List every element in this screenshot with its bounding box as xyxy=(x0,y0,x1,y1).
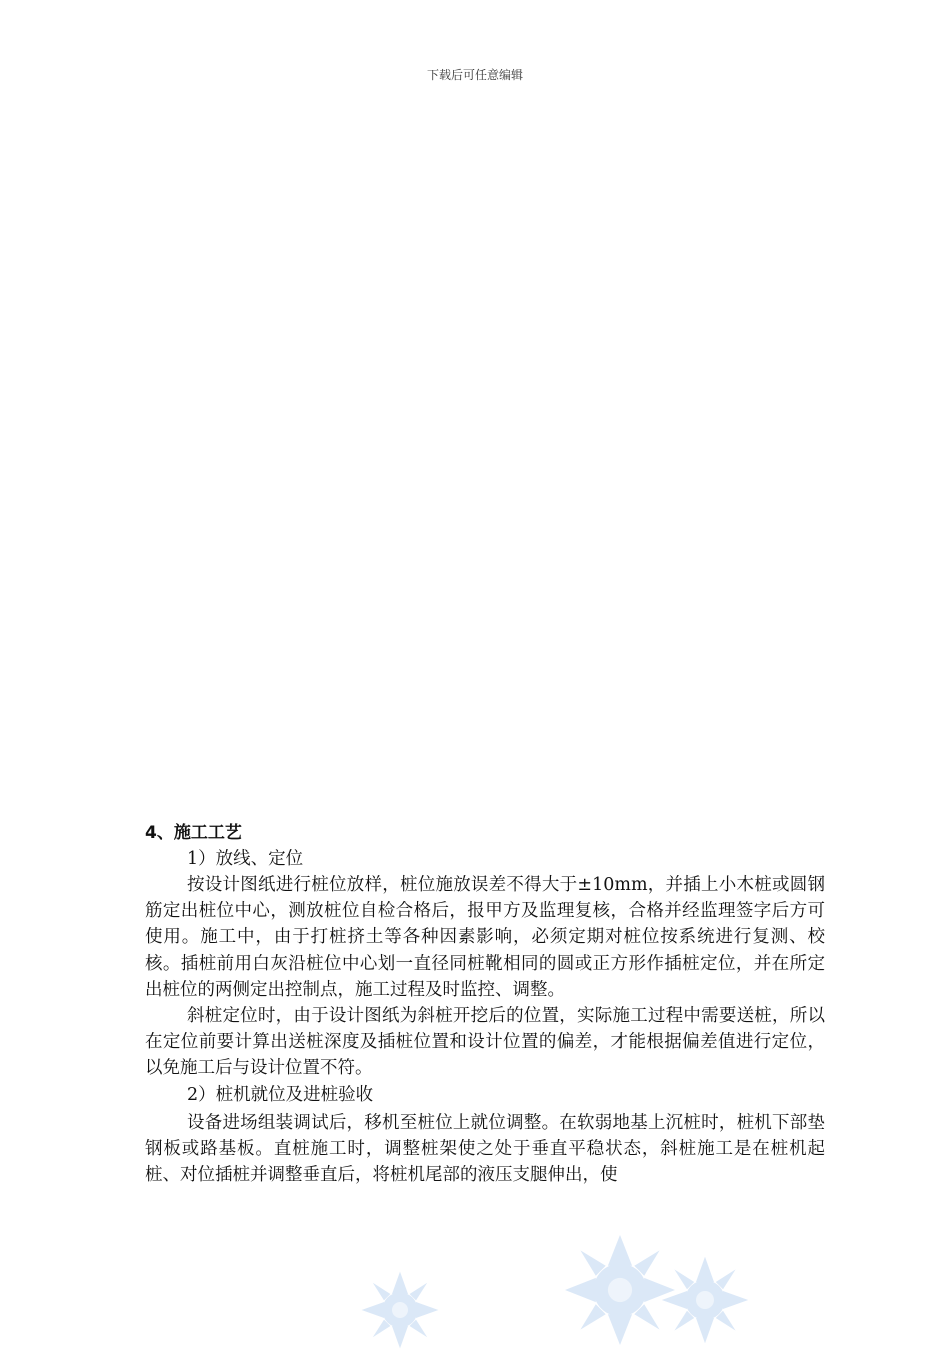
paragraph-1-2: 斜桩定位时，由于设计图纸为斜桩开挖后的位置，实际施工过程中需要送桩，所以在定位前要计算出送桩深度及插桩位置和设计位置的偏差，才能根据偏差值进行定位，以免施工后与设计位置不符。 xyxy=(145,1006,825,1079)
snowflake-watermark-icon xyxy=(565,1235,675,1345)
section-heading: 4、施工工艺 xyxy=(145,823,242,843)
snowflake-watermark-icon xyxy=(360,1270,440,1350)
main-content xyxy=(145,820,825,1188)
subsection-title-2: 2）桩机就位及进桩验收 xyxy=(187,1084,374,1105)
paragraph-1-1: 按设计图纸进行桩位放样，桩位施放误差不得大于±10mm，并插上小木桩或圆钢筋定出桩位中心，测放桩位自检合格后，报甲方及监理复核，合格并经监理签字后方可使用。施工中，由于打桩挤土等各种因素影响，必须定期对桩位按系统进行复测、校核。插桩前用白灰沿桩位中心划一直径同桩靴相同的圆或正方形作插桩定位，并在所定出桩位的两侧定出控制点，施工过程及时监控、调整。 xyxy=(145,875,825,1000)
header-note: 下载后可任意编辑 xyxy=(426,68,523,82)
subsection-title-1: 1）放线、定位 xyxy=(187,849,304,869)
snowflake-watermark-icon xyxy=(660,1255,750,1345)
paragraph-2-1: 设备进场组装调试后，移机至桩位上就位调整。在软弱地基上沉桩时，桩机下部垫钢板或路基板。直桩施工时，调整桩架使之处于垂直平稳状态，斜桩施工是在桩机起桩、对位插桩并调整垂直后，将桩机尾部的液压支腿伸出，使 xyxy=(145,1112,825,1186)
